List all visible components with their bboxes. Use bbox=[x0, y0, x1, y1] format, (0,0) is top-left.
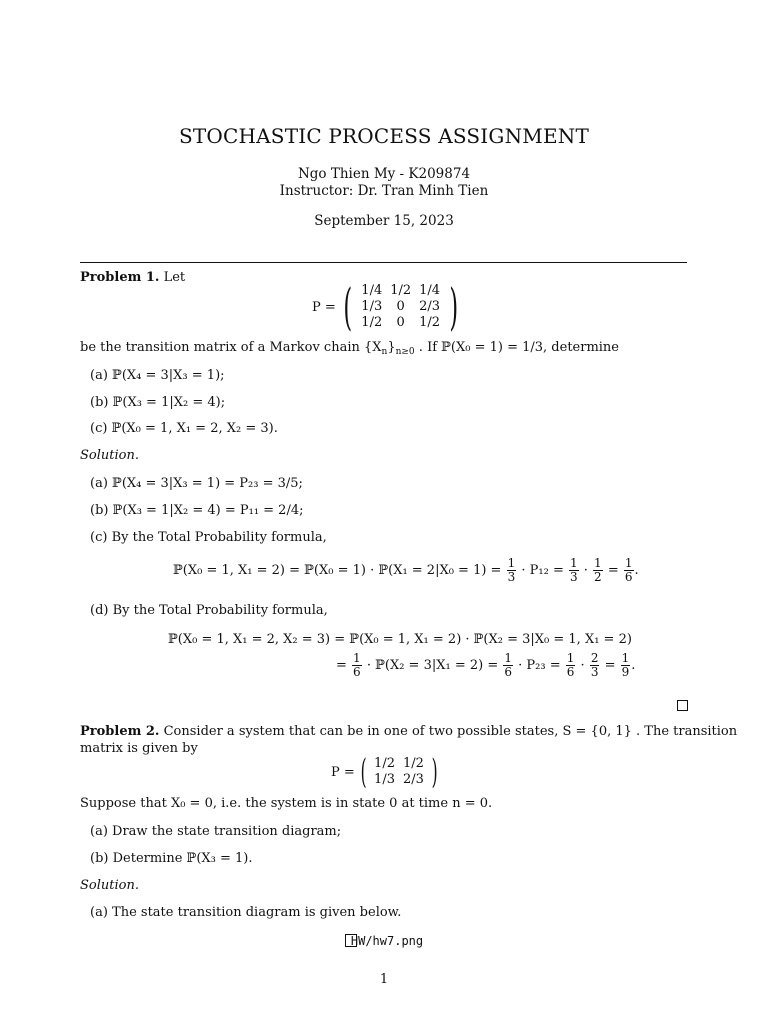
fraction bbox=[503, 652, 513, 679]
item-tag: (c) bbox=[90, 530, 108, 545]
fraction bbox=[593, 557, 603, 584]
item-text: ℙ(X₀ = 1, X₁ = 2, X₂ = 3). bbox=[111, 421, 278, 436]
fraction bbox=[569, 557, 579, 584]
denominator: 3 bbox=[590, 665, 599, 679]
eq-text: · P₂₃ = bbox=[518, 658, 561, 673]
eq-text: · bbox=[580, 658, 585, 673]
matrix-cell: 0 bbox=[396, 315, 405, 330]
item-tag: (a) bbox=[90, 905, 108, 920]
eq-text: · ℙ(X₂ = 3|X₁ = 2) = bbox=[366, 658, 499, 673]
problem2-question-b bbox=[90, 851, 253, 866]
fraction bbox=[624, 557, 634, 584]
problem2-suppose: Suppose that X₀ = 0, i.e. the system is in state 0 at time n = 0. bbox=[80, 796, 493, 811]
matrix-cell: 2/3 bbox=[419, 299, 441, 314]
numerator: 1 bbox=[569, 556, 578, 570]
numerator: 1 bbox=[504, 651, 512, 665]
problem2-label: Problem 2. bbox=[80, 724, 160, 739]
matrix-cell: 1/3 bbox=[361, 299, 383, 314]
matrix-cell: 0 bbox=[396, 299, 405, 314]
item-tag: (a) bbox=[90, 476, 108, 491]
eq-text: . bbox=[634, 563, 639, 578]
equation-d-line2 bbox=[336, 652, 635, 679]
item-tag: (c) bbox=[90, 421, 108, 436]
fraction bbox=[590, 652, 600, 679]
statement-sub: n bbox=[381, 347, 388, 357]
problem1-question-a bbox=[90, 368, 225, 383]
author-line: Ngo Thien My - K209874 bbox=[297, 166, 471, 182]
item-tag: (a) bbox=[90, 824, 108, 839]
item-text: The state transition diagram is given below. bbox=[112, 905, 402, 920]
problem2-matrix-name: P = bbox=[331, 764, 355, 780]
problem1-intro: Let bbox=[163, 270, 186, 285]
equation-c bbox=[173, 557, 639, 584]
item-text: ℙ(X₄ = 3|X₃ = 1); bbox=[112, 368, 225, 383]
problem1-answer-c bbox=[90, 530, 327, 545]
item-text: By the Total Probability formula, bbox=[111, 530, 327, 545]
problem2-solution-label: Solution. bbox=[80, 878, 139, 893]
statement-sub2: n≥0 bbox=[395, 347, 415, 357]
problem2-matrix-equation bbox=[331, 752, 441, 792]
problem1-matrix-name: P = bbox=[312, 299, 336, 315]
problem1-answer-b bbox=[90, 503, 303, 518]
denominator: 3 bbox=[569, 570, 578, 584]
right-paren: ) bbox=[431, 752, 438, 792]
matrix-cell: 1/2 bbox=[402, 756, 424, 771]
numerator: 1 bbox=[594, 556, 602, 570]
problem2-heading bbox=[80, 724, 737, 739]
right-paren: ) bbox=[449, 278, 459, 336]
eq-text: · bbox=[583, 563, 588, 578]
date-line: September 15, 2023 bbox=[314, 213, 454, 229]
problem1-statement bbox=[80, 340, 619, 357]
denominator: 6 bbox=[624, 570, 633, 584]
problem2-answer-a bbox=[90, 905, 401, 920]
problem2-intro: Consider a system that can be in one of two possible states, S = {0, 1} . The transition bbox=[163, 724, 738, 739]
eq-text: · P₁₂ = bbox=[521, 563, 564, 578]
item-text: By the Total Probability formula, bbox=[112, 603, 328, 618]
numerator: 1 bbox=[624, 556, 633, 570]
numerator: 1 bbox=[621, 651, 630, 665]
matrix-cell: 1/2 bbox=[374, 756, 395, 771]
statement-mid: } bbox=[387, 340, 396, 355]
instructor-line: Instructor: Dr. Tran Minh Tien bbox=[279, 183, 489, 199]
fraction bbox=[352, 652, 362, 679]
problem1-answer-a bbox=[90, 476, 303, 491]
item-text: ℙ(X₃ = 1|X₂ = 4); bbox=[112, 395, 226, 410]
matrix-cell: 2/3 bbox=[402, 772, 424, 787]
denominator: 6 bbox=[504, 665, 512, 679]
numerator: 1 bbox=[566, 651, 575, 665]
numerator: 2 bbox=[590, 651, 599, 665]
fraction bbox=[621, 652, 631, 679]
denominator: 6 bbox=[566, 665, 575, 679]
item-text: ℙ(X₄ = 3|X₃ = 1) = P₂₃ = 3/5; bbox=[112, 476, 303, 491]
item-tag: (b) bbox=[90, 851, 109, 866]
matrix-cell: 1/4 bbox=[361, 283, 383, 298]
matrix-cell: 1/2 bbox=[361, 315, 383, 330]
denominator: 3 bbox=[507, 570, 516, 584]
item-tag: (b) bbox=[90, 503, 109, 518]
problem1-heading bbox=[80, 270, 185, 285]
qed-square-icon bbox=[677, 700, 688, 711]
problem2-matrix bbox=[370, 756, 428, 788]
eq-text: = bbox=[607, 563, 619, 578]
item-text: Determine ℙ(X₃ = 1). bbox=[112, 851, 253, 866]
denominator: 6 bbox=[353, 665, 361, 679]
problem1-question-c bbox=[90, 421, 278, 436]
item-tag: (b) bbox=[90, 395, 109, 410]
document-title: STOCHASTIC PROCESS ASSIGNMENT bbox=[178, 124, 590, 148]
fraction bbox=[507, 557, 517, 584]
page-number: 1 bbox=[379, 972, 389, 987]
eq-text: ℙ(X₀ = 1, X₁ = 2) = ℙ(X₀ = 1) · ℙ(X₁ = 2|X₀ = 1) = bbox=[173, 563, 502, 578]
problem1-matrix bbox=[357, 283, 444, 331]
left-paren: ( bbox=[343, 278, 352, 336]
eq-text: . bbox=[631, 658, 636, 673]
problem1-label: Problem 1. bbox=[80, 270, 160, 285]
eq-text: = bbox=[604, 658, 616, 673]
problem2-question-a bbox=[90, 824, 341, 839]
statement-end: . If ℙ(X₀ = 1) = 1/3, determine bbox=[414, 340, 620, 355]
denominator: 9 bbox=[621, 665, 630, 679]
problem1-answer-d bbox=[90, 603, 328, 618]
numerator: 1 bbox=[507, 556, 516, 570]
item-text: ℙ(X₃ = 1|X₂ = 4) = P₁₁ = 2/4; bbox=[112, 503, 304, 518]
item-tag: (d) bbox=[90, 603, 109, 618]
figure-path: HW/hw7.png bbox=[350, 934, 424, 948]
matrix-cell: 1/3 bbox=[374, 772, 395, 787]
missing-figure-placeholder bbox=[0, 934, 768, 948]
eq-text: = bbox=[336, 658, 347, 673]
numerator: 1 bbox=[353, 651, 361, 665]
title-rule bbox=[80, 262, 687, 263]
problem1-matrix-equation bbox=[312, 278, 464, 336]
fraction bbox=[566, 652, 576, 679]
problem1-solution-label: Solution. bbox=[80, 448, 139, 463]
statement-text: be the transition matrix of a Markov chain {X bbox=[80, 340, 382, 355]
denominator: 2 bbox=[594, 570, 602, 584]
problem1-question-b bbox=[90, 395, 225, 410]
left-paren: ( bbox=[360, 752, 367, 792]
item-text: Draw the state transition diagram; bbox=[112, 824, 342, 839]
equation-d-line1: ℙ(X₀ = 1, X₁ = 2, X₂ = 3) = ℙ(X₀ = 1, X₁ = 2) · ℙ(X₂ = 3|X₀ = 1, X₁ = 2) bbox=[168, 632, 632, 647]
matrix-cell: 1/2 bbox=[390, 283, 412, 298]
matrix-cell: 1/4 bbox=[419, 283, 441, 298]
problem2-intro-line2: matrix is given by bbox=[80, 741, 198, 756]
item-tag: (a) bbox=[90, 368, 108, 383]
matrix-cell: 1/2 bbox=[419, 315, 441, 330]
